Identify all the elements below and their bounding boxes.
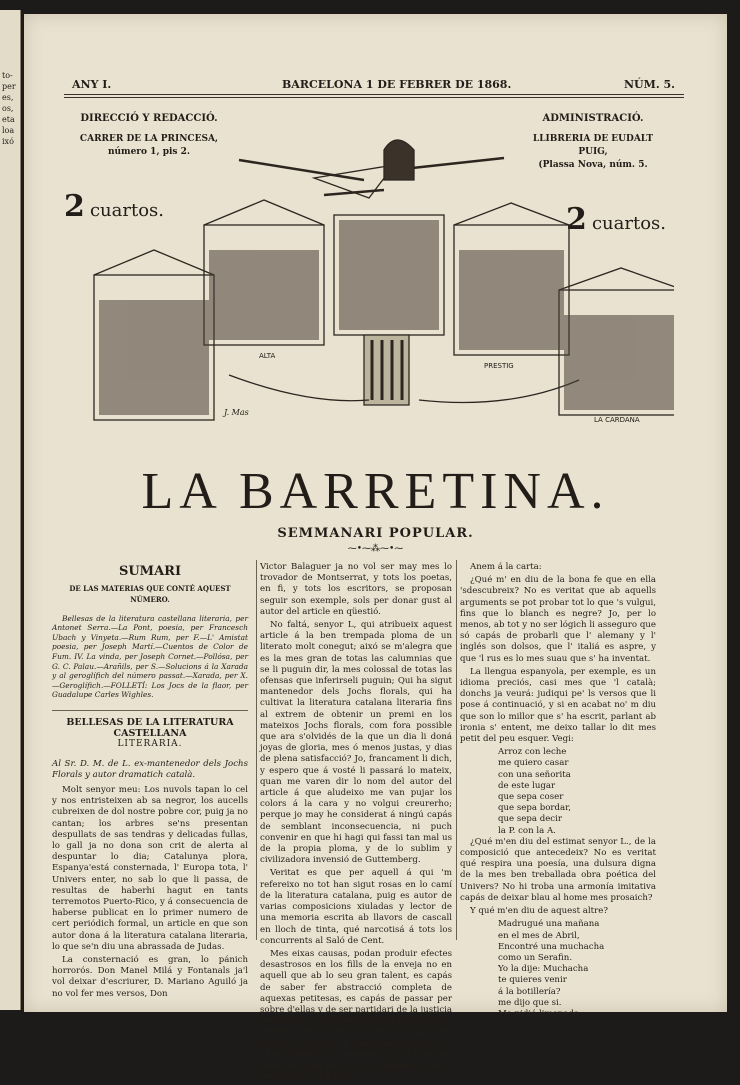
article-paragraph: ¿Qué m'en diu del estimat senyor L., de la composició que antecedeix? No es veritat qué respira una poesía, una dulsura digna de la mes ben treballada obra poética del Univers? No hi troba una armonía imitativa capás de deixar blau al home mes prosaich? — [460, 836, 656, 903]
masthead-subtitle: SEMMANARI POPULAR. — [277, 526, 474, 541]
editorial-floor: número 1, pis 2. — [107, 147, 191, 157]
article-paragraph: Veritat es que per aquell á qui 'm refereixo no tot han sigut rosas en lo camí de la literatura catalana, puig es autor de varias composicions xiuladas y lector de una memoria escrita ab llavors de cascall en lloch de tinta, qué narcotisá á tots los concurrents al Saló de Cent. — [260, 868, 452, 946]
column-rule — [256, 560, 257, 940]
poem-line: á la botillería? — [498, 986, 561, 997]
poem-line: que sepa bordar, — [498, 803, 572, 814]
column-1 — [52, 562, 248, 1002]
poem-block — [460, 919, 656, 1020]
sumari-subtitle: DE LAS MATERIAS QUE CONTÉ AQUEST NÚMERO. — [69, 584, 231, 605]
article-paragraph: Y qué m'en diu de aquest altre? — [470, 906, 608, 917]
prev-fragment: loa — [2, 126, 15, 135]
poem-line: Arroz con leche — [498, 747, 567, 758]
date-label: BARCELONA 1 DE FEBRER DE 1868. — [282, 78, 512, 91]
issue-number: NÚM. 5. — [624, 78, 675, 91]
sumari-title: SUMARI — [118, 564, 182, 579]
poem-line: de este lugar — [498, 780, 556, 791]
administration-plaza: (Plassa Nova, núm. 5. — [538, 160, 648, 170]
article-paragraph: No faltá, senyor L, qui atribueix aquest article á la ben trempada ploma de un literato molt conegut; aixó se m'alegra que es la mes gran de totas las calumnias que se li puguin dir, la mes colossal de totas las ofensas que inferirseli puguin; Qui ha sigut mantenedor dels Jochs florals, qui ha cultivat la literatura catalana literaria fins al extrem de obtenir un premi en los mateixos Jochs florals, com fora possible que ara s'olvidés de la que un dia li doná joyas de gloria, mes ó menos justas, y dias de plena satisfacció? Jo, francament li dich, y espero que á vosté li passará lo mateix, quan me varen dir lo nom del autor del article á que aludeixo me van pujar los colors á la cara y no volgui creurerho; perque jo may he considerat á ningú capás de semblant inconsecuencia, ni puch convenir en que hi hagi qui fassi tan mal us de la propia ploma, y de lo sublim y civilizadora invensió de Guttemberg. — [260, 620, 452, 866]
artist-signature: J. Mas — [224, 408, 249, 417]
poem-line: me quiero casar — [498, 758, 569, 769]
article-subtitle: LITERARIA. — [117, 739, 183, 750]
prev-fragment: os, — [2, 104, 14, 113]
price-number: 2 — [64, 189, 85, 224]
article-paragraph: ¿Qué m' en diu de la bona fe que en ella 'sdescubreix? No es veritat que ab aquells arguments se pot probar tot lo que 's vulgui, fins que lo blanch es negre? Jo, per lo menos, ab tot y no ser lógich li asseguro que só capás de probarli que l' alemany y l' inglés son dolsos, que l' italiá es aspre, y que 'l rus es lo mes suau que s' ha inventat. — [460, 575, 656, 664]
ornament-divider: ⁓•⁓⁂⁓•⁓ — [347, 544, 404, 554]
illustration-label: ALTA — [259, 352, 276, 360]
poem-line: en el mes de Abril, — [498, 930, 580, 941]
masthead-title: LA BARRETINA. — [141, 463, 610, 520]
poem-line: me dijo que si. — [498, 997, 562, 1008]
column-rule — [456, 560, 457, 940]
prev-fragment: es, — [2, 93, 14, 102]
poem-line: te quieres venir — [498, 975, 567, 986]
article-paragraph: Anem á la carta: — [470, 562, 542, 572]
price-unit: cuartos. — [591, 213, 667, 234]
newspaper-page — [24, 14, 727, 1083]
editorial-address: CARRER DE LA PRINCESA, — [79, 134, 219, 144]
previous-page-edge — [0, 10, 21, 1010]
price-number: 2 — [566, 202, 587, 237]
poem-line: Madrugué una mañana — [498, 919, 600, 930]
poem-line: la P. con la A. — [498, 825, 556, 836]
article-paragraph: Victor Balaguer ja no vol ser may mes lo trovador de Montserrat, y tots los poetas, en fi, y tots los escritors, se proposan seguir son exemple, sols per donar gust al autor del article en qüestió. — [260, 562, 452, 617]
column-3 — [460, 562, 656, 1020]
illustration-label: PRESTIG — [484, 362, 514, 370]
header-rule-2 — [64, 97, 684, 98]
poem-line: Me pidió limonada — [498, 1008, 580, 1019]
poem-line: como un Serafin. — [498, 952, 573, 963]
prev-fragment: eta — [2, 115, 15, 124]
editorial-title: DIRECCIÓ Y REDACCIÓ. — [80, 113, 218, 124]
poem-line: Yo la dije: Muchacha — [498, 964, 589, 975]
article-paragraph: La consternació es gran, lo pánich horrorós. Don Manel Milá y Fontanals ja'l vol deixar d'escriurer, D. Mariano Aguiló ja no vol fer mes versos, Don — [52, 955, 248, 999]
administration-title: ADMINISTRACIÓ. — [542, 113, 644, 124]
column-2 — [260, 562, 452, 1085]
year-label: ANY I. — [72, 78, 112, 91]
article-dedication: Al Sr. D. M. de L. ex-mantenedor dels Jochs Florals y autor dramatich català. — [52, 758, 248, 780]
prev-fragment: per — [2, 82, 16, 91]
engraved-illustration — [64, 110, 674, 440]
poem-line: que sepa decir — [498, 814, 562, 825]
sumari-contents: Bellesas de la literatura castellana literaria, per Antonet Serra.—La Pont, poesia, per Francesch Ubach y Vinyeta.—Rum Rum, per F.—L' Amistat poesia, per Joseph Martí.—Cuentos de Color de Fum. IV. La vinda, per Joseph Cornet.—Pollósa, per G. C. Palau.—Arañils, per S.—Solucions á la Xarada y al geroglífich del número passat.—Xarada, per X.—Geroglífich.—FOLLETÍ: Los Jocs de la flaor, per Guadalupe Carles Wighles. — [52, 613, 248, 700]
article-title: BELLESAS DE LA LITERATURA CASTELLANA — [66, 716, 234, 740]
article-paragraph: Mes eixas causas, podan produir efectes desastrosos en los fills de la enveja no en aquell que ab lo seu gran talent, es capás de saber fer abstracció completa de aquexas petitesas, es capás de passar per sobre d'ellas y de ser partidari de la justicia ben entesa. Per ço repeteixo jo no he volgut creurer que l'aludit fos l'autor de la carta dirigida al docte y magistral critich don Lluís Carreras, á n'aquest critich tant mal aguanyat, que te totas las cualitats de tal... menos las que li faltan. — [260, 948, 452, 1083]
header-rule — [64, 94, 684, 95]
article-paragraph: Molt senyor meu: Los nuvols tapan lo cel y nos entristeixen ab sa negror, los aucells cubreixen de dol nostre pobre cor, puig ja no cantan; los arbres se'ns presentan despullats de sas tendras y delicadas fullas, lo gall ja no dona son crit de alerta al despuntar lo dia; Catalunya plora, Espanya'está consternada, l' Europa tota, l' Univers enter, no sab lo que li passa, de resultas de haberhi hagut en tants terremotos Puerto-Rico, y á consecuencia de haberse publicat en lo primer numero de cert periódich formal, un article en que son autor dona á la literatura catalana literaria, lo que se'n diu una abrassada de Judas. — [52, 784, 248, 952]
poem-line: con una señorita — [498, 769, 571, 780]
price-unit: cuartos. — [89, 200, 165, 221]
prev-fragment: to- — [2, 71, 13, 80]
poem-line: Encontré una muchacha — [498, 941, 605, 952]
prev-fragment: ixó — [2, 137, 14, 146]
poem-line: que sepa coser — [498, 792, 564, 803]
administration-address: LLIBRERIA DE EUDALT PUIG, — [532, 134, 654, 157]
illustration-label: LA CARDANA — [594, 416, 640, 424]
poem-block — [460, 747, 656, 837]
article-paragraph: La llengua espanyola, per exemple, es un idioma preciós, casi mes que 'l català; donchs ja veurá: judiqui pe' ls versos que li pose á continuació, y si en acabat no' m diu que son lo millor que s' ha escrit, parlant ab ironia s' entent, me deixo tallar lo dit mes petit del peu esquer. Vegi: — [460, 666, 656, 745]
